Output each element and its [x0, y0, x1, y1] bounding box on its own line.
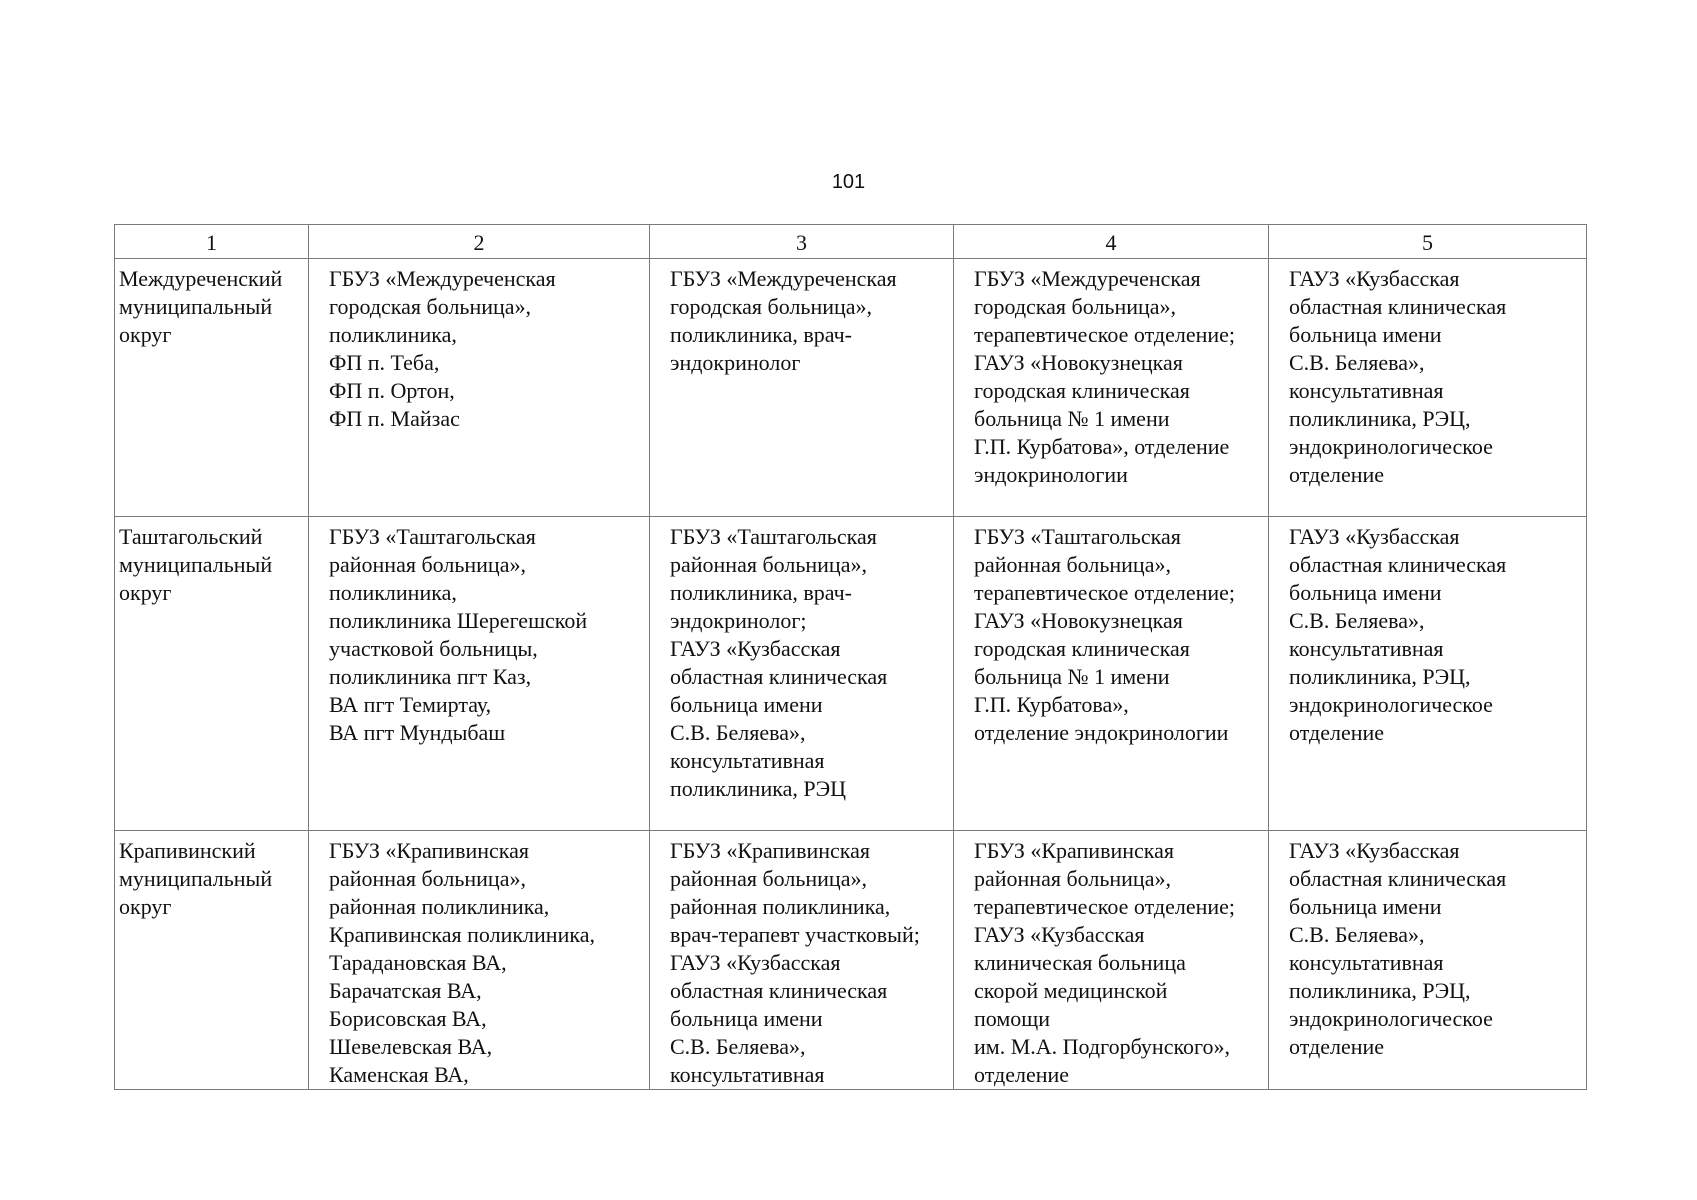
cell-line: Шевелевская ВА, [329, 1034, 493, 1059]
cell-line: Тарадановская ВА, [329, 950, 507, 975]
document-table [114, 224, 1587, 1090]
regional-center-cell [1269, 831, 1587, 1090]
cell-line: участковой больницы, [329, 636, 538, 661]
cell-line: врач-терапевт участковый; [670, 922, 920, 947]
specialist-cell [650, 517, 954, 831]
cell-line: муниципальный [119, 866, 273, 891]
cell-line: консультативная [1289, 636, 1444, 661]
column-header-5: 5 [1269, 225, 1587, 259]
cell-line: консультативная [1289, 378, 1444, 403]
cell-line: ВА пгт Мундыбаш [329, 720, 506, 745]
cell-line: С.В. Беляева», [1289, 922, 1425, 947]
column-header-4: 4 [954, 225, 1269, 259]
primary-care-cell [309, 259, 650, 517]
column-header-1: 1 [115, 225, 309, 259]
cell-line: ФП п. Майзас [329, 406, 460, 431]
cell-line: С.В. Беляева», [670, 720, 806, 745]
cell-line: районная больница», [670, 866, 867, 891]
cell-line: муниципальный [119, 294, 273, 319]
cell-line: городская больница», [329, 294, 532, 319]
table-row [115, 517, 1587, 831]
cell-line: поликлиника, врач- [670, 580, 853, 605]
cell-line: отделение [974, 1062, 1070, 1087]
cell-line: ГАУЗ «Кузбасская [670, 636, 841, 661]
municipality-cell [115, 517, 309, 831]
table-row [115, 831, 1587, 1090]
cell-line: им. М.А. Подгорбунского», [974, 1034, 1231, 1059]
regional-center-cell [1269, 259, 1587, 517]
cell-line: эндокринологическое [1289, 692, 1493, 717]
cell-line: поликлиника, [329, 580, 457, 605]
cell-line: эндокринологическое [1289, 434, 1493, 459]
column-header-2: 2 [309, 225, 650, 259]
inpatient-cell [954, 831, 1269, 1090]
cell-line: районная больница», [974, 552, 1171, 577]
cell-line: Барачатская ВА, [329, 978, 482, 1003]
cell-line: больница имени [670, 1006, 823, 1031]
cell-line: С.В. Беляева», [1289, 608, 1425, 633]
cell-line: Таштагольский [119, 524, 263, 549]
cell-line: отделение [1289, 462, 1385, 487]
cell-line: поликлиника, врач- [670, 322, 853, 347]
cell-line: районная больница», [329, 552, 526, 577]
cell-line: С.В. Беляева», [670, 1034, 806, 1059]
cell-line: городская клиническая [974, 378, 1190, 403]
cell-line: районная больница», [329, 866, 526, 891]
cell-line: помощи [974, 1006, 1050, 1031]
inpatient-cell [954, 517, 1269, 831]
cell-line: областная клиническая [1289, 552, 1507, 577]
cell-line: консультативная [1289, 950, 1444, 975]
municipality-cell [115, 831, 309, 1090]
cell-line: поликлиника, РЭЦ [670, 776, 846, 801]
cell-line: районная больница», [974, 866, 1171, 891]
cell-line: городская больница», [974, 294, 1177, 319]
cell-line: областная клиническая [670, 664, 888, 689]
cell-line: поликлиника, [329, 322, 457, 347]
cell-line: эндокринолог; [670, 608, 807, 633]
specialist-cell [650, 259, 954, 517]
cell-line: С.В. Беляева», [1289, 350, 1425, 375]
cell-line: ГБУЗ «Крапивинская [329, 838, 530, 863]
cell-line: поликлиника, РЭЦ, [1289, 406, 1471, 431]
cell-line: ФП п. Теба, [329, 350, 440, 375]
cell-line: ГАУЗ «Новокузнецкая [974, 350, 1183, 375]
cell-line: ГБУЗ «Таштагольская [974, 524, 1181, 549]
cell-line: эндокринологическое [1289, 1006, 1493, 1031]
cell-line: поликлиника, РЭЦ, [1289, 978, 1471, 1003]
cell-line: ГБУЗ «Крапивинская [670, 838, 871, 863]
page-number: 101 [831, 171, 866, 193]
cell-line: терапевтическое отделение; [974, 894, 1236, 919]
cell-line: терапевтическое отделение; [974, 322, 1236, 347]
cell-line: округ [119, 322, 172, 347]
cell-line: ГАУЗ «Кузбасская [1289, 266, 1460, 291]
cell-line: ГБУЗ «Таштагольская [329, 524, 536, 549]
cell-line: городская больница», [670, 294, 873, 319]
inpatient-cell [954, 259, 1269, 517]
cell-line: ГБУЗ «Междуреченская [329, 266, 556, 291]
cell-line: Крапивинская поликлиника, [329, 922, 595, 947]
cell-line: ГБУЗ «Крапивинская [974, 838, 1175, 863]
cell-line: ФП п. Ортон, [329, 378, 455, 403]
cell-line: отделение эндокринологии [974, 720, 1229, 745]
cell-line: ГАУЗ «Новокузнецкая [974, 608, 1183, 633]
cell-line: ГАУЗ «Кузбасская [670, 950, 841, 975]
cell-line: районная поликлиника, [329, 894, 550, 919]
cell-line: поликлиника Шерегешской [329, 608, 588, 633]
cell-line: областная клиническая [1289, 294, 1507, 319]
cell-line: терапевтическое отделение; [974, 580, 1236, 605]
cell-line: ГБУЗ «Междуреченская [670, 266, 897, 291]
specialist-cell [650, 831, 954, 1090]
cell-line: больница № 1 имени [974, 406, 1170, 431]
cell-line: поликлиника, РЭЦ, [1289, 664, 1471, 689]
cell-line: городская клиническая [974, 636, 1190, 661]
regional-center-cell [1269, 517, 1587, 831]
column-header-3: 3 [650, 225, 954, 259]
cell-line: районная больница», [670, 552, 867, 577]
table-row [115, 259, 1587, 517]
cell-line: областная клиническая [670, 978, 888, 1003]
cell-line: ГБУЗ «Таштагольская [670, 524, 877, 549]
cell-line: больница № 1 имени [974, 664, 1170, 689]
cell-line: Каменская ВА, [329, 1062, 469, 1087]
cell-line: скорой медицинской [974, 978, 1168, 1003]
cell-line: районная поликлиника, [670, 894, 891, 919]
primary-care-cell [309, 831, 650, 1090]
cell-line: ГАУЗ «Кузбасская [974, 922, 1145, 947]
cell-line: Крапивинский [119, 838, 256, 863]
cell-line: консультативная [670, 748, 825, 773]
cell-line: областная клиническая [1289, 866, 1507, 891]
cell-line: Г.П. Курбатова», [974, 692, 1129, 717]
cell-line: больница имени [1289, 322, 1442, 347]
cell-line: больница имени [1289, 894, 1442, 919]
cell-line: консультативная [670, 1062, 825, 1087]
cell-line: Г.П. Курбатова», отделение [974, 434, 1230, 459]
cell-line: муниципальный [119, 552, 273, 577]
cell-line: отделение [1289, 1034, 1385, 1059]
cell-line: поликлиника пгт Каз, [329, 664, 532, 689]
cell-line: ВА пгт Темиртау, [329, 692, 492, 717]
municipality-cell [115, 259, 309, 517]
cell-line: ГАУЗ «Кузбасская [1289, 838, 1460, 863]
cell-line: Борисовская ВА, [329, 1006, 487, 1031]
cell-line: эндокринолог [670, 350, 801, 375]
cell-line: эндокринологии [974, 462, 1128, 487]
cell-line: больница имени [1289, 580, 1442, 605]
cell-line: ГБУЗ «Междуреченская [974, 266, 1201, 291]
cell-line: Междуреченский [119, 266, 283, 291]
cell-line: округ [119, 894, 172, 919]
cell-line: отделение [1289, 720, 1385, 745]
cell-line: больница имени [670, 692, 823, 717]
table-header-row [115, 225, 1587, 259]
cell-line: округ [119, 580, 172, 605]
cell-line: клиническая больница [974, 950, 1186, 975]
primary-care-cell [309, 517, 650, 831]
cell-line: ГАУЗ «Кузбасская [1289, 524, 1460, 549]
